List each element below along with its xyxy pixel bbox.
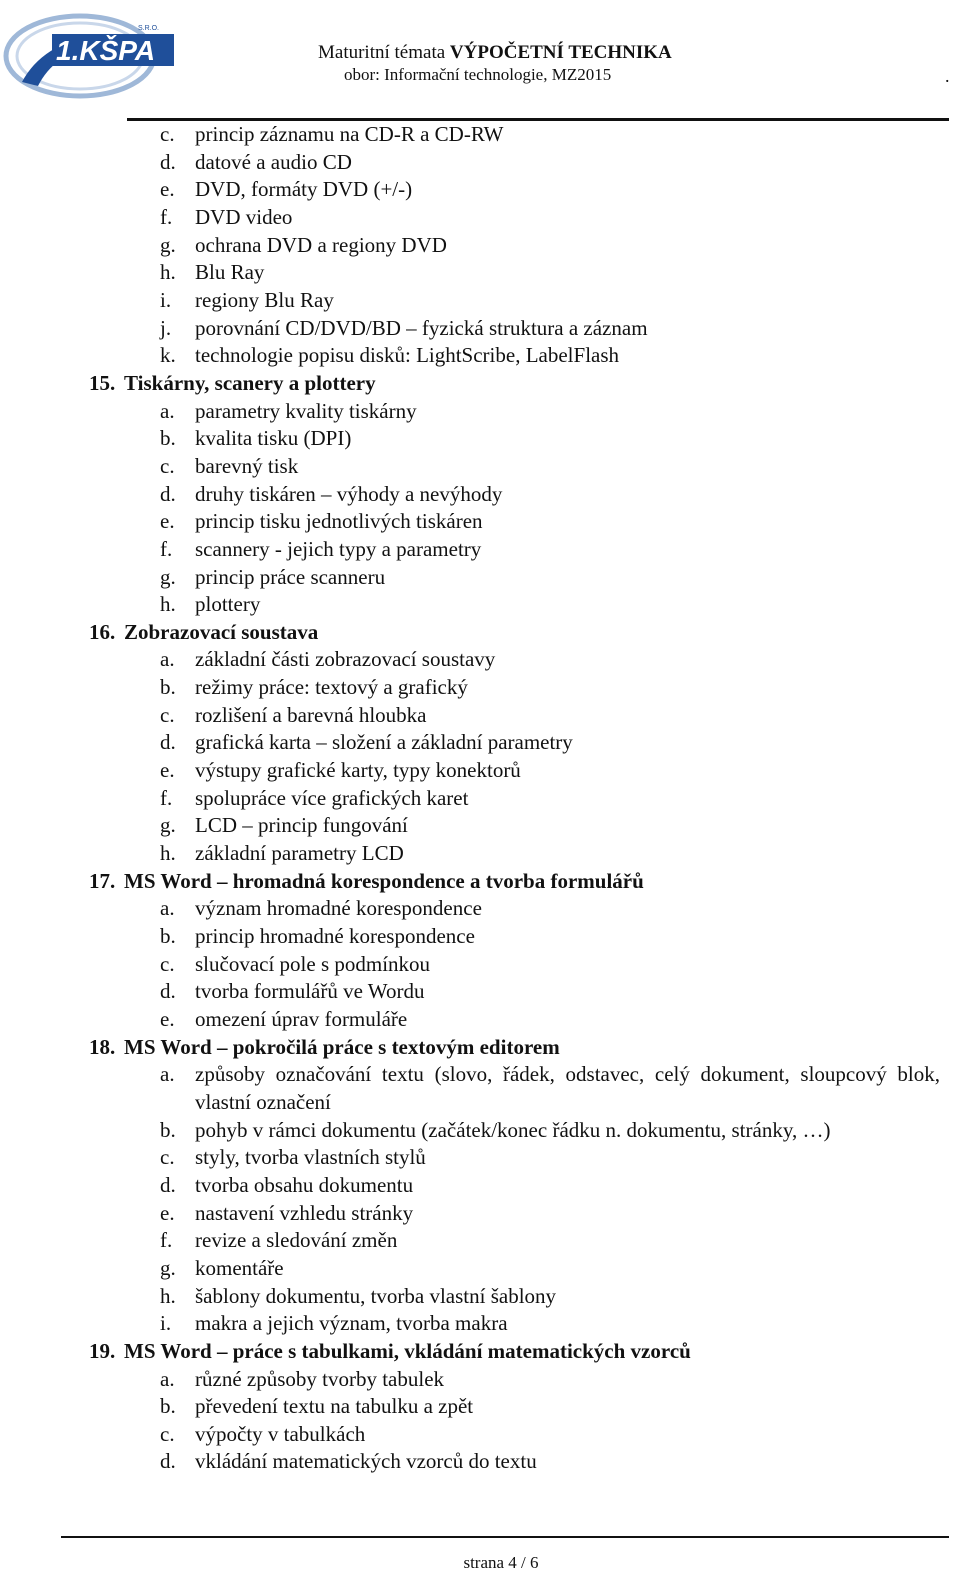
section-heading [0,868,960,896]
list-item-text: princip záznamu na CD-R a CD-RW [195,122,504,146]
list-item-letter: h. [160,841,176,866]
list-item [0,785,960,813]
list-item-text: plottery [195,592,261,617]
list-item-letter: f. [160,536,173,561]
school-logo [2,4,187,104]
list-item-text: styly, tvorba vlastních stylů [195,1145,426,1170]
list-item-letter: b. [160,675,176,700]
list-item [0,702,960,730]
list-item-letter: f. [160,204,173,229]
list-item-text: revize a sledování změn [195,1228,398,1253]
list-item [0,674,960,702]
list-item [0,1006,960,1034]
list-item-letter: a. [160,1062,175,1087]
list-item [0,564,960,592]
list-item-letter: e. [160,177,175,202]
section-title: MS Word – práce s tabulkami, vkládání matematických vzorců [124,1338,691,1363]
list-item-letter: c. [160,1421,175,1446]
list-item [0,342,960,370]
list-item-letter: e. [160,509,175,534]
list-item-letter: g. [160,813,176,838]
section-number: 16. [89,619,116,644]
list-item-text: nastavení vzhledu stránky [195,1200,414,1225]
section-heading [0,1034,960,1062]
list-item-letter: a. [160,398,175,423]
list-item-letter: d. [160,979,176,1004]
list-item-text: DVD, formáty DVD (+/-) [195,177,413,202]
list-item [0,259,960,287]
list-item-text: regiony Blu Ray [195,287,334,312]
list-item [0,591,960,619]
list-item [0,1393,960,1421]
section-heading [0,619,960,647]
list-item-text: kvalita tisku (DPI) [195,426,352,451]
section-heading [0,370,960,398]
list-item-text: datové a audio CD [195,149,352,174]
list-item-text: způsoby označování textu (slovo, řádek, odstavec, celý dokument, sloupcový blok, vlastní označení [195,1062,940,1114]
section-title: Zobrazovací soustava [124,619,319,644]
list-item [0,398,960,426]
list-item-letter: h. [160,592,176,617]
list-item [0,1200,960,1228]
section-number: 15. [89,370,116,395]
page-header [0,0,960,125]
list-item-text: princip tisku jednotlivých tiskáren [195,509,483,534]
header-title [318,42,672,64]
list-item-letter: d. [160,481,176,506]
list-item [0,757,960,785]
list-item-text: rozlišení a barevná hloubka [195,702,427,727]
list-item-letter: a. [160,1366,175,1391]
section-number: 18. [89,1034,116,1059]
list-item-text: tvorba obsahu dokumentu [195,1172,414,1197]
section-title: MS Word – hromadná korespondence a tvorba formulářů [124,868,644,893]
list-item-text: technologie popisu disků: LightScribe, LabelFlash [195,343,620,368]
header-title-bold: VÝPOČETNÍ TECHNIKA [449,42,672,63]
footer-rule [61,1536,949,1538]
list-item [0,1227,960,1255]
list-item-letter: g. [160,232,176,257]
list-item-letter: c. [160,1145,175,1170]
list-item-letter: f. [160,1228,173,1253]
page-number: strana 4 / 6 [463,1553,539,1572]
list-item-text: ochrana DVD a regiony DVD [195,232,447,257]
list-item [0,149,960,177]
list-item [0,729,960,757]
list-item-text: slučovací pole s podmínkou [195,951,431,976]
list-item-letter: e. [160,758,175,783]
list-item-letter: e. [160,1007,175,1031]
list-item-text: princip práce scanneru [195,564,386,589]
list-item [0,536,960,564]
list-item [0,425,960,453]
list-item [0,812,960,840]
section-heading [0,1338,960,1366]
list-item-letter: h. [160,1283,176,1308]
list-item-text: výpočty v tabulkách [195,1421,366,1446]
list-item [0,315,960,343]
section-title: Tiskárny, scanery a plottery [124,370,376,395]
list-item [0,1448,960,1476]
list-item [0,204,960,232]
list-item-text: druhy tiskáren – výhody a nevýhody [195,481,503,506]
list-item-letter: c. [160,453,175,478]
list-item-letter: i. [160,1311,172,1336]
list-item-letter: g. [160,564,176,589]
list-item-letter: b. [160,1117,176,1142]
list-item-text: porovnání CD/DVD/BD – fyzická struktura a záznam [195,315,648,340]
topic-list [0,121,960,1476]
list-item-letter: b. [160,924,176,949]
list-item-text: makra a jejich význam, tvorba makra [195,1311,508,1336]
list-item-text: tvorba formulářů ve Wordu [195,979,425,1004]
list-item [0,176,960,204]
list-item [0,481,960,509]
section-number: 17. [89,868,116,893]
list-item [0,1117,960,1145]
list-item-text: režimy práce: textový a grafický [195,675,468,700]
section-number: 19. [89,1338,116,1363]
list-item [0,121,960,149]
list-item-letter: j. [160,315,172,340]
list-item [0,923,960,951]
list-item [0,1366,960,1394]
list-item-letter: d. [160,1172,176,1197]
list-item [0,951,960,979]
list-item [0,840,960,868]
list-item [0,1172,960,1200]
list-item-text: parametry kvality tiskárny [195,398,417,423]
list-item-letter: h. [160,260,176,285]
list-item [0,895,960,923]
logo-subtext: S.R.O. [138,25,160,32]
list-item-letter: d. [160,149,176,174]
list-item [0,1421,960,1449]
list-item-text: spolupráce více grafických karet [195,785,469,810]
list-item-letter: d. [160,1449,176,1474]
list-item-letter: g. [160,1255,176,1280]
list-item-letter: a. [160,647,175,672]
list-item-text: význam hromadné korespondence [195,896,482,921]
list-item-text: grafická karta – složení a základní parametry [195,730,573,755]
list-item [0,1310,960,1338]
header-title-prefix: Maturitní témata [318,42,450,63]
list-item [0,1283,960,1311]
list-item-text: barevný tisk [195,453,299,478]
list-item-letter: c. [160,702,175,727]
list-item-text: vkládání matematických vzorců do textu [195,1449,537,1474]
list-item-text: pohyb v rámci dokumentu (začátek/konec řádku n. dokumentu, stránky, …) [195,1117,831,1142]
list-item-letter: f. [160,785,173,810]
list-item-letter: d. [160,730,176,755]
list-item-text: princip hromadné korespondence [195,924,475,949]
list-item-letter: b. [160,426,176,451]
list-item-letter: k. [160,343,176,368]
list-item-text: LCD – princip fungování [195,813,408,838]
list-item-text: Blu Ray [195,260,265,285]
list-item-letter: c. [160,122,175,146]
list-item-letter: i. [160,287,172,312]
list-item [0,978,960,1006]
list-item [0,1144,960,1172]
header-subtitle: obor: Informační technologie, MZ2015 [344,65,612,84]
list-item-text: převedení textu na tabulku a zpět [195,1394,474,1419]
section-title: MS Word – pokročilá práce s textovým editorem [124,1034,560,1059]
list-item-text: komentáře [195,1255,284,1280]
list-item-text: šablony dokumentu, tvorba vlastní šablony [195,1283,557,1308]
list-item-letter: e. [160,1200,175,1225]
list-item [0,1255,960,1283]
list-item-text: scannery - jejich typy a parametry [195,536,482,561]
list-item-text: omezení úprav formuláře [195,1007,408,1031]
list-item-text: různé způsoby tvorby tabulek [195,1366,445,1391]
list-item-text: výstupy grafické karty, typy konektorů [195,758,521,783]
header-corner-mark: . [945,66,950,86]
list-item [0,232,960,260]
list-item-letter: c. [160,951,175,976]
list-item [0,453,960,481]
list-item [0,287,960,315]
list-item [0,1061,960,1116]
list-item [0,508,960,536]
list-item-text: základní parametry LCD [195,841,404,866]
list-item-letter: b. [160,1394,176,1419]
list-item-text: základní části zobrazovací soustavy [195,647,496,672]
list-item [0,646,960,674]
list-item-text: DVD video [195,204,293,229]
list-item-letter: a. [160,896,175,921]
logo-text: 1.KŠPA [56,35,156,66]
